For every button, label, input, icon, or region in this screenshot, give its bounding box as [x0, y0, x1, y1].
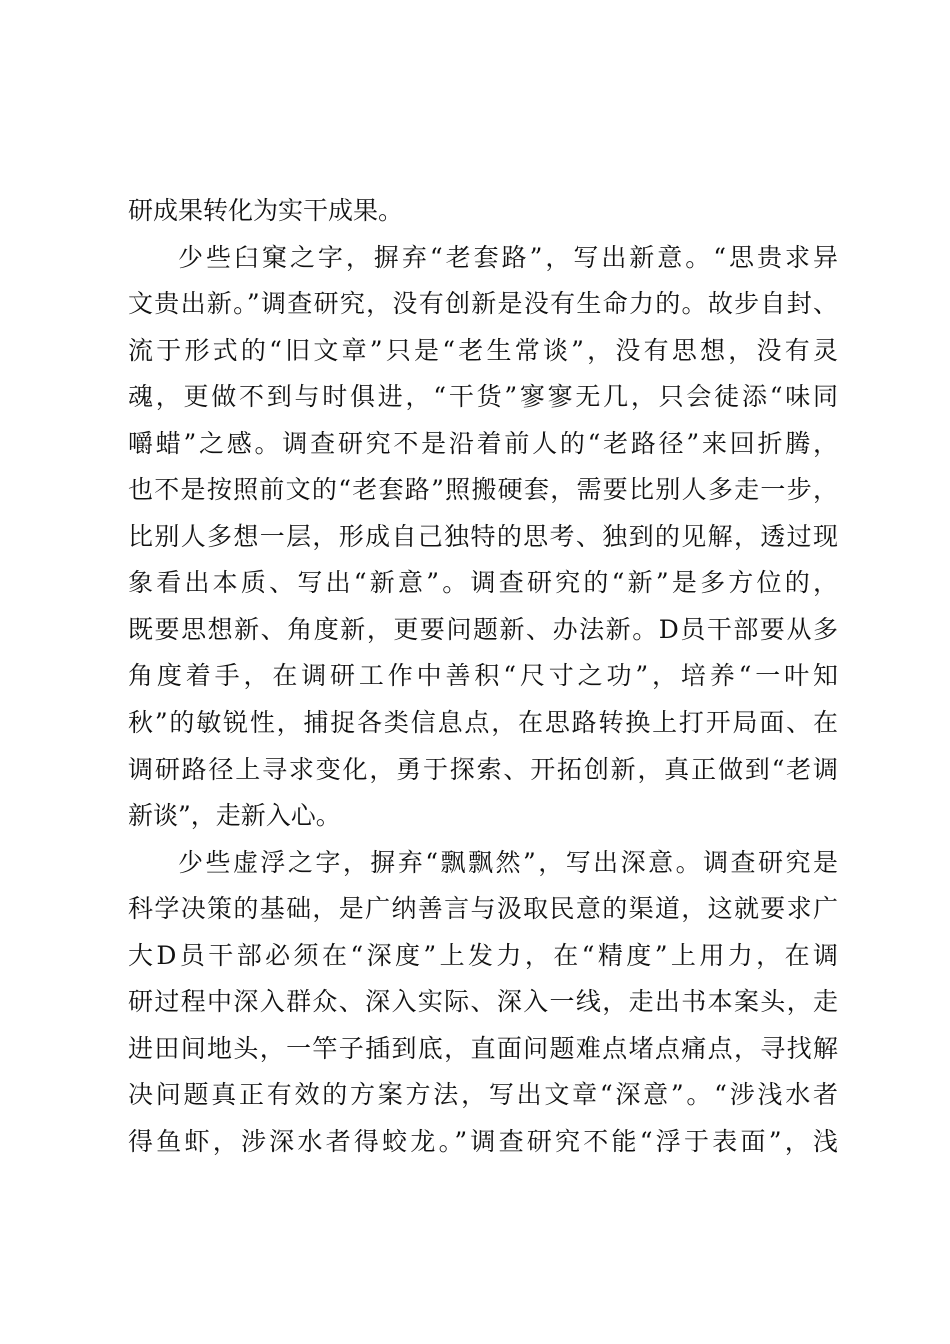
text-line: 比别人多想一层，形成自己独特的思考、独到的见解，透过现	[128, 521, 838, 551]
text-line: 象看出本质、写出“新意”。调查研究的“新”是多方位的，	[128, 568, 838, 598]
text-line: 科学决策的基础，是广纳善言与汲取民意的渠道，这就要求广	[128, 894, 838, 924]
text-line: 大D员干部必须在“深度”上发力，在“精度”上用力，在调	[128, 940, 838, 970]
text-line: 秋”的敏锐性，捕捉各类信息点，在思路转换上打开局面、在	[128, 708, 838, 738]
text-line: 研过程中深入群众、深入实际、深入一线，走出书本案头，走	[128, 987, 838, 1017]
text-line: 决问题真正有效的方案方法，写出文章“深意”。“涉浅水者	[128, 1080, 838, 1110]
text-line: 得鱼虾，涉深水者得蛟龙。”调查研究不能“浮于表面”，浅	[128, 1126, 838, 1156]
text-line: 文贵出新。”调查研究，没有创新是没有生命力的。故步自封、	[128, 289, 838, 319]
text-line: 少些臼窠之字，摒弃“老套路”，写出新意。“思贵求异	[178, 242, 838, 272]
text-line: 新谈”，走新入心。	[128, 801, 341, 831]
text-line: 少些虚浮之字，摒弃“飘飘然”，写出深意。调查研究是	[178, 847, 838, 877]
text-line: 嚼蜡”之感。调查研究不是沿着前人的“老路径”来回折腾，	[128, 428, 838, 458]
text-line: 研成果转化为实干成果。	[128, 196, 404, 225]
text-line: 进田间地头，一竿子插到底，直面问题难点堵点痛点，寻找解	[128, 1033, 838, 1063]
text-line: 角度着手，在调研工作中善积“尺寸之功”，培养“一叶知	[128, 661, 838, 691]
text-line: 既要思想新、角度新，更要问题新、办法新。D员干部要从多	[128, 614, 838, 644]
text-line: 调研路径上寻求变化，勇于探索、开拓创新，真正做到“老调	[128, 754, 838, 784]
body-text	[128, 188, 838, 1165]
text-line: 也不是按照前文的“老套路”照搬硬套，需要比别人多走一步，	[128, 475, 838, 505]
text-line: 魂，更做不到与时俱进，“干货”寥寥无几，只会徒添“味同	[128, 382, 838, 412]
text-line: 流于形式的“旧文章”只是“老生常谈”，没有思想，没有灵	[128, 335, 838, 365]
